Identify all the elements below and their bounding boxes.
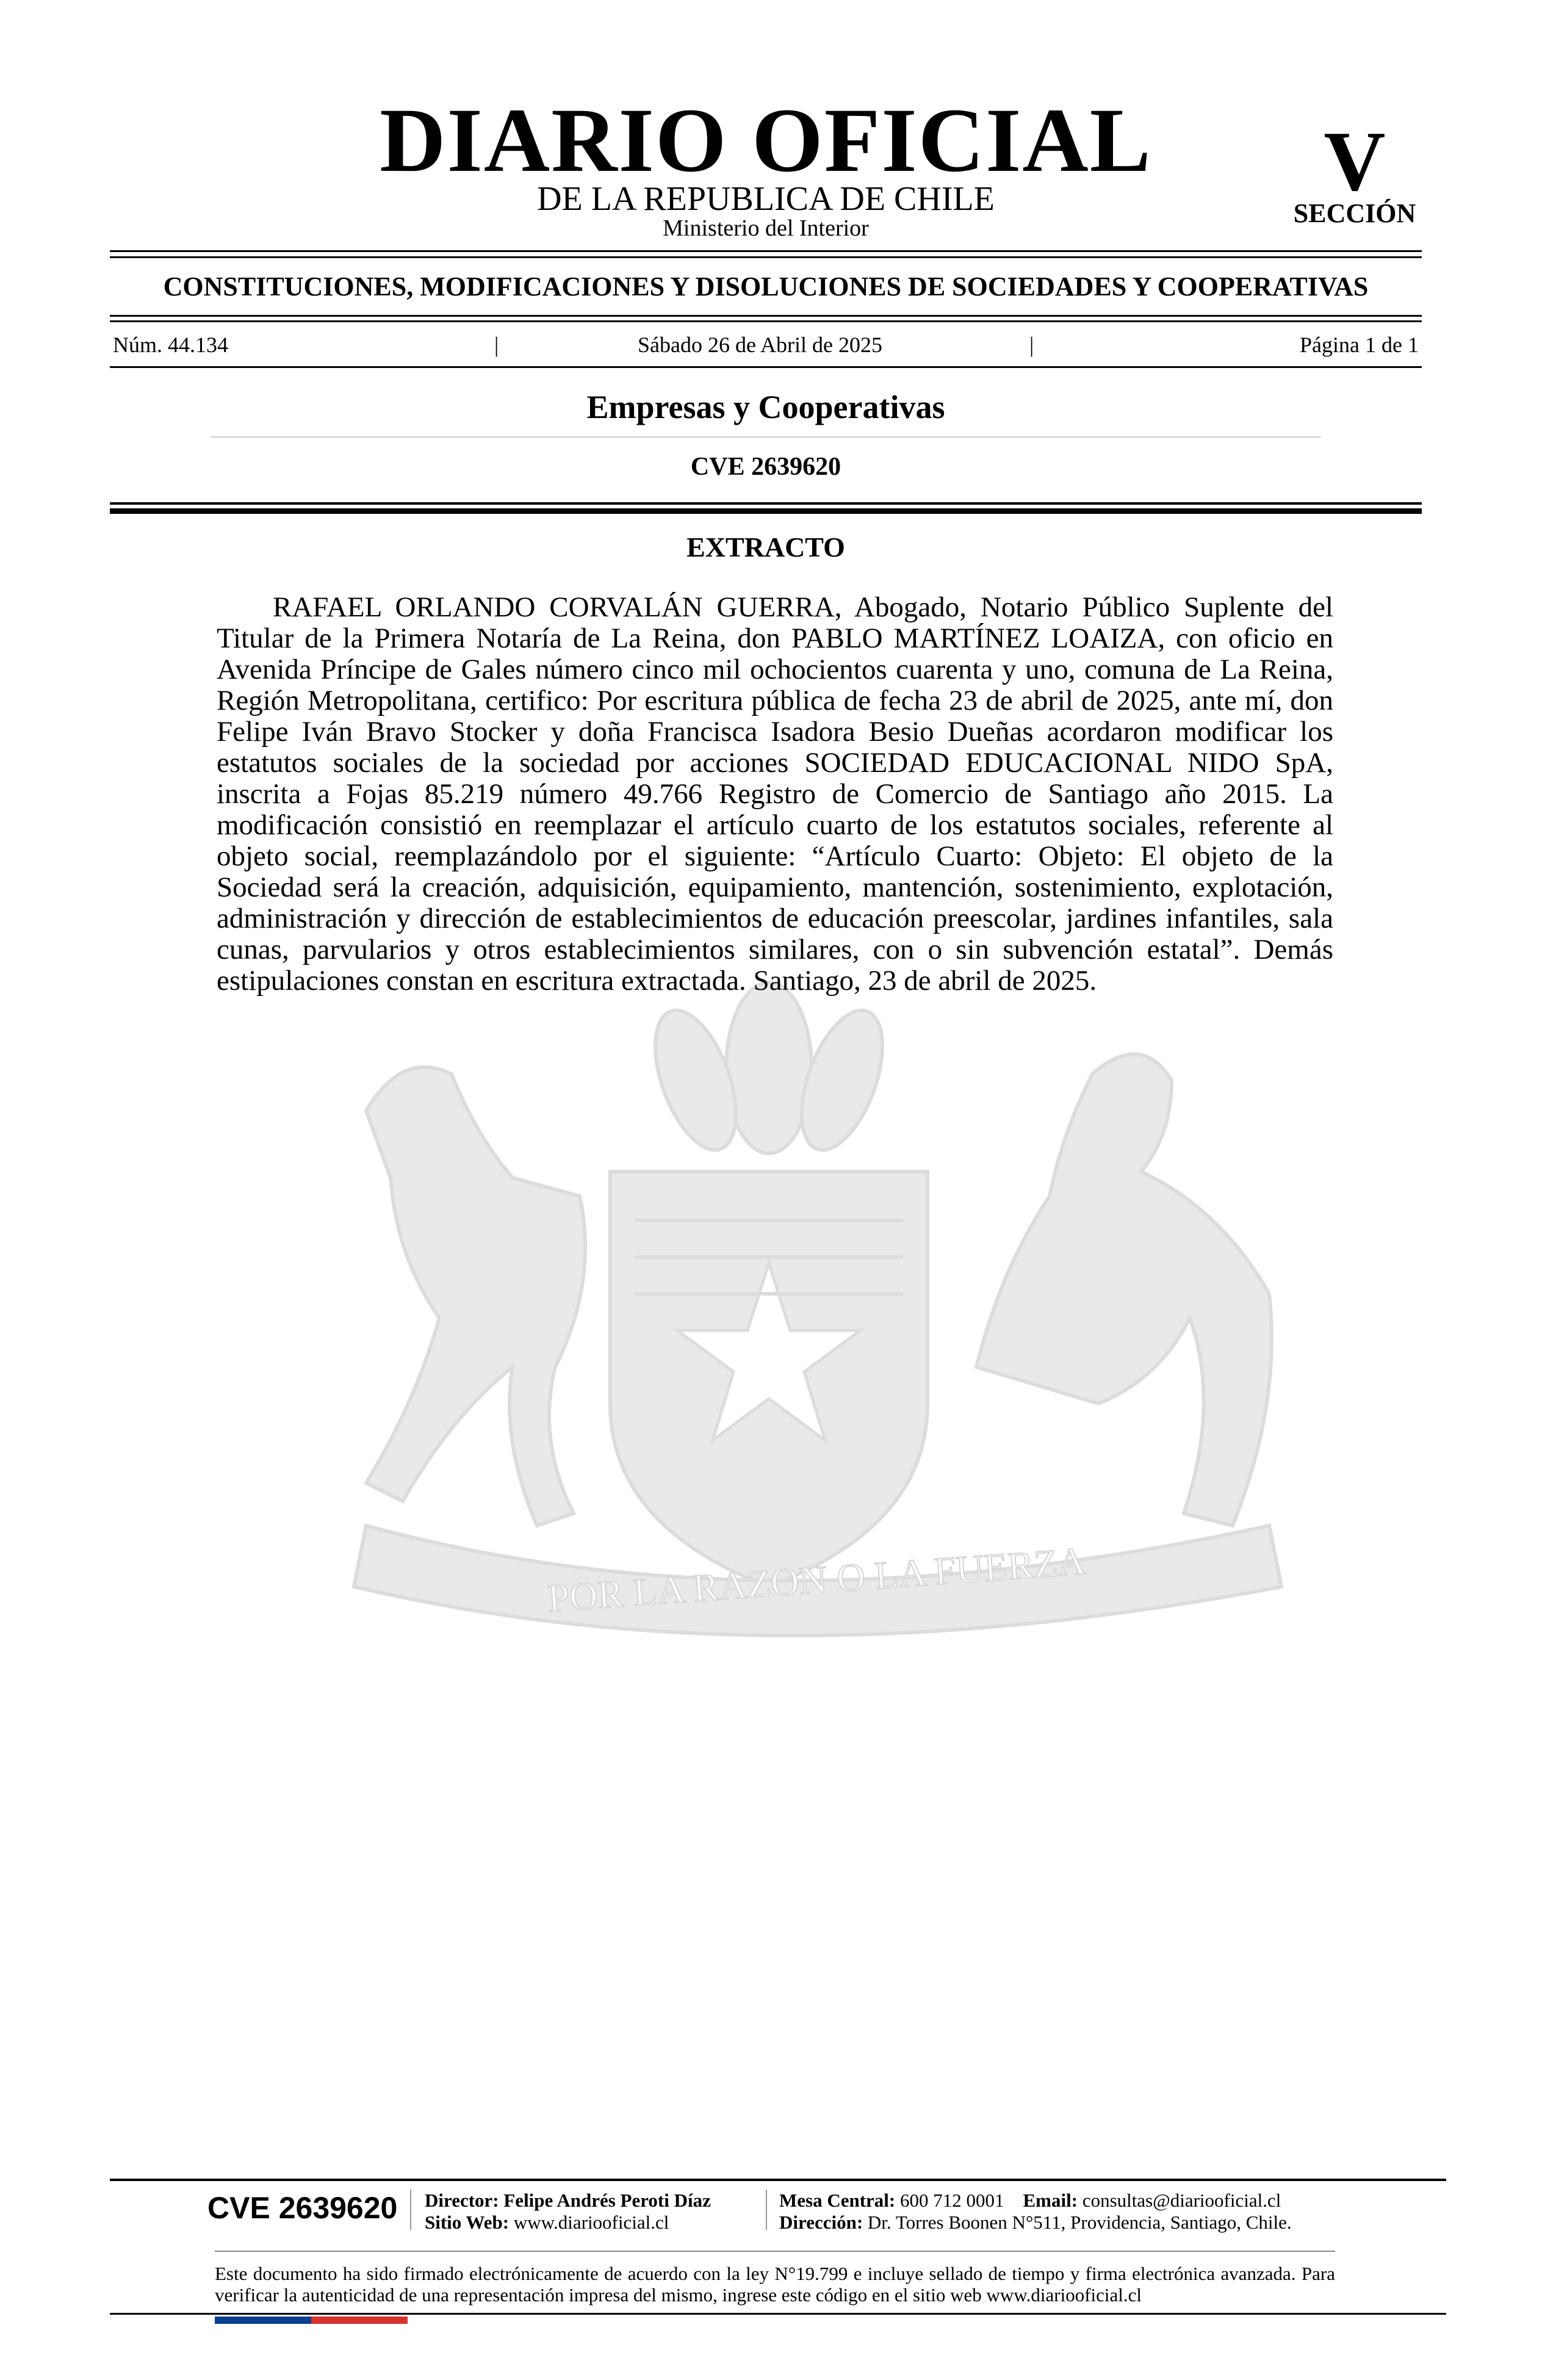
category-title: Empresas y Cooperativas — [586, 389, 945, 425]
infobar-separator: | — [1029, 333, 1034, 357]
masthead-title: DIARIO OFICIAL — [380, 90, 1152, 191]
footer-rule-top — [110, 2179, 1446, 2181]
website-label: Sitio Web: — [425, 2212, 510, 2233]
footer-divider — [215, 2251, 1335, 2252]
category-divider — [211, 436, 1321, 438]
issue-number: Núm. 44.134 — [113, 333, 228, 357]
body-rule-thick — [110, 508, 1422, 514]
footer-separator — [410, 2190, 411, 2230]
cve-code: CVE 2639620 — [690, 453, 841, 481]
website-link[interactable]: www.diariooficial.cl — [513, 2212, 669, 2233]
infobar-separator: | — [494, 333, 499, 357]
director-label: Director: — [425, 2190, 499, 2211]
infobar-rule-top — [110, 315, 1422, 317]
page-indicator: Página 1 de 1 — [1300, 333, 1419, 357]
address-value: Dr. Torres Boonen N°511, Providencia, Santiago, Chile. — [867, 2212, 1292, 2233]
section-label: SECCIÓN — [1293, 198, 1416, 228]
footer-contact-block — [779, 2190, 1292, 2234]
document-heading: EXTRACTO — [686, 532, 845, 563]
footer-cve-code: CVE 2639620 — [207, 2191, 398, 2225]
masthead-rule-top — [110, 250, 1422, 252]
footer-separator — [766, 2190, 767, 2230]
section-title: CONSTITUCIONES, MODIFICACIONES Y DISOLUCIONES DE SOCIEDADES Y COOPERATIVAS — [163, 272, 1369, 301]
footer-director-block — [425, 2190, 711, 2234]
document-body: RAFAEL ORLANDO CORVALÁN GUERRA, Abogado, Notario Público Suplente del Titular de la Primera Notaría de La Reina, don PABLO MARTÍNEZ LOAIZA, con oficio en Avenida Príncipe de Gales número cinco mil ochocientos cuarenta y uno, comuna de La Reina, Región Metropolitana, certifico: Por escritura pública de fecha 23 de abril de 2025, ante mí, don Felipe Iván Bravo Stocker y doña Francisca Isadora Besio Dueñas acordaron modificar los estatutos sociales de la sociedad por acciones SOCIEDAD EDUCACIONAL NIDO SpA, inscrita a Fojas 85.219 número 49.766 Registro de Comercio de Santiago año 2015. La modificación consistió en reemplazar el artículo cuarto de los estatutos sociales, referente al objeto social, reemplazándolo por el siguiente: “Artículo Cuarto: Objeto: El objeto de la Sociedad será la creación, adquisición, equipamiento, mantención, sostenimiento, explotación, administración y dirección de establecimientos de educación preescolar, jardines infantiles, sala cunas, parvularios y otros establecimientos similares, con o sin subvención estatal”. Demás estipulaciones constan en escritura extractada. Santiago, 23 de abril de 2025. — [217, 591, 1333, 997]
infobar-rule-bottom — [110, 366, 1422, 368]
signature-notice: Este documento ha sido firmado electrónicamente de acuerdo con la ley N°19.799 e incluye sellado de tiempo y firma electrónica avanzada. Para verificar la autenticidad de una representación impresa del mismo, ingrese este código en el sitio web www.diariooficial.cl — [215, 2263, 1335, 2306]
infobar-rule-top-2 — [110, 320, 1422, 322]
coat-of-arms-watermark — [293, 976, 1342, 1672]
mesa-central-phone: 600 712 0001 — [900, 2190, 1004, 2211]
address-label: Dirección: — [779, 2212, 863, 2233]
flag-bar-blue — [215, 2317, 311, 2324]
masthead-rule-bottom — [110, 256, 1422, 258]
body-rule-thin — [110, 502, 1422, 505]
watermark-motto: POR LA RAZON O LA FUERZA — [546, 1539, 1087, 1620]
issue-date: Sábado 26 de Abril de 2025 — [638, 333, 882, 357]
section-letter: V — [1324, 114, 1386, 209]
flag-bar-red — [311, 2317, 408, 2324]
director-name: Felipe Andrés Peroti Díaz — [503, 2190, 711, 2211]
footer-rule-bottom — [110, 2313, 1446, 2315]
ministry-label: Ministerio del Interior — [663, 215, 869, 241]
email-link[interactable]: consultas@diariooficial.cl — [1082, 2190, 1281, 2211]
mesa-central-label: Mesa Central: — [779, 2190, 896, 2211]
masthead-subtitle: DE LA REPUBLICA DE CHILE — [537, 180, 995, 218]
email-label: Email: — [1023, 2190, 1078, 2211]
